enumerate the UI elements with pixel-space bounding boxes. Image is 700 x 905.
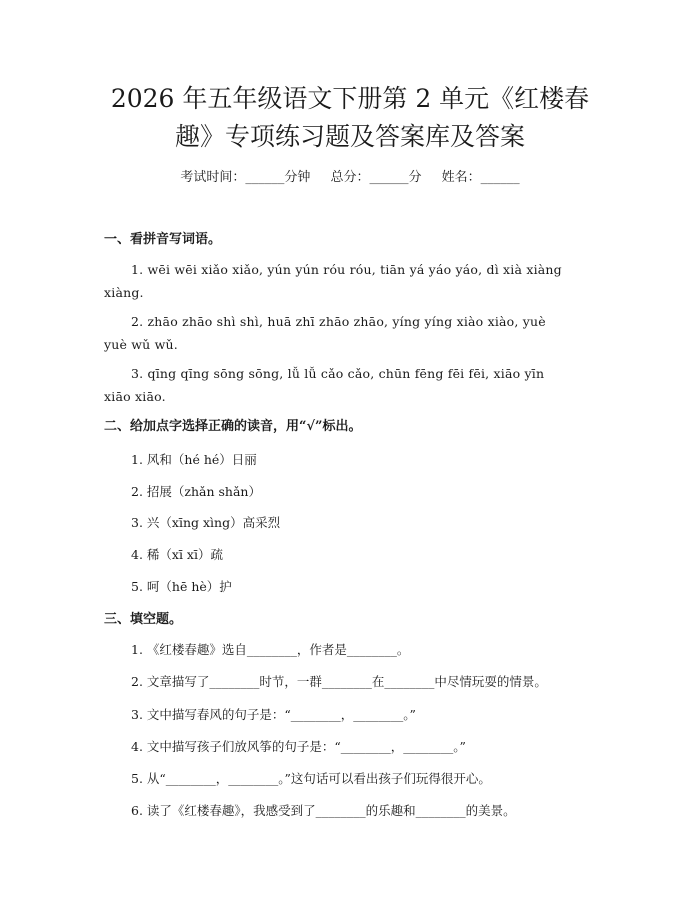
reading-question-1: 1. 风和（hé hé）日丽	[131, 452, 257, 467]
section-heading-1: 一、看拼音写词语。	[104, 232, 222, 247]
question-line: 1. wēi wēi xiǎo xiǎo, yún yún róu róu, tiān yá yáo yáo, dì xià xiàng	[131, 262, 562, 277]
question-line: 3. qīng qīng sōng sōng, lǚ lǚ cǎo cǎo, chūn fēng fēi fēi, xiāo yīn	[131, 366, 545, 381]
title-line-1: 2026 年五年级语文下册第 2 单元《红楼春	[110, 84, 590, 113]
reading-question-5: 5. 呵（hē hè）护	[131, 579, 232, 594]
question-line: yuè wǔ wǔ.	[104, 337, 178, 352]
reading-question-4: 4. 稀（xī xī）疏	[131, 547, 223, 562]
student-name: 姓名：______	[441, 170, 520, 185]
fill-blank-question-2: 2. 文章描写了________时节，一群________在________中尽情玩耍的情景。	[131, 674, 547, 689]
section-heading-3: 三、填空题。	[104, 612, 183, 627]
reading-question-2: 2. 招展（zhǎn shǎn）	[131, 484, 261, 499]
pinyin-question-1	[104, 258, 614, 304]
question-line: xiàng.	[104, 285, 144, 300]
reading-question-3: 3. 兴（xīng xìng）高采烈	[131, 515, 281, 530]
section-heading-2: 二、给加点字选择正确的读音，用“√”标出。	[104, 419, 362, 434]
total-score: 总分：______分	[330, 170, 422, 185]
exam-time: 考试时间：______分钟	[180, 170, 311, 185]
title-line-2: 趣》专项练习题及答案库及答案	[174, 122, 525, 151]
pinyin-question-3	[104, 362, 614, 408]
question-line: 2. zhāo zhāo shì shì, huā zhī zhāo zhāo, yíng yíng xiào xiào, yuè	[131, 314, 546, 329]
fill-blank-question-3: 3. 文中描写春风的句子是：“________，________。”	[131, 707, 416, 722]
question-line: xiāo xiāo.	[104, 389, 166, 404]
fill-blank-question-5: 5. 从“________，________。”这句话可以看出孩子们玩得很开心。	[131, 771, 491, 786]
pinyin-question-2	[104, 310, 614, 356]
document-title	[60, 80, 640, 156]
fill-blank-question-4: 4. 文中描写孩子们放风筝的句子是：“________，________。”	[131, 739, 466, 754]
fill-blank-question-6: 6. 读了《红楼春趣》，我感受到了________的乐趣和________的美景。	[131, 803, 516, 818]
fill-blank-question-1: 1. 《红楼春趣》选自________，作者是________。	[131, 642, 410, 657]
exam-meta	[0, 169, 700, 187]
